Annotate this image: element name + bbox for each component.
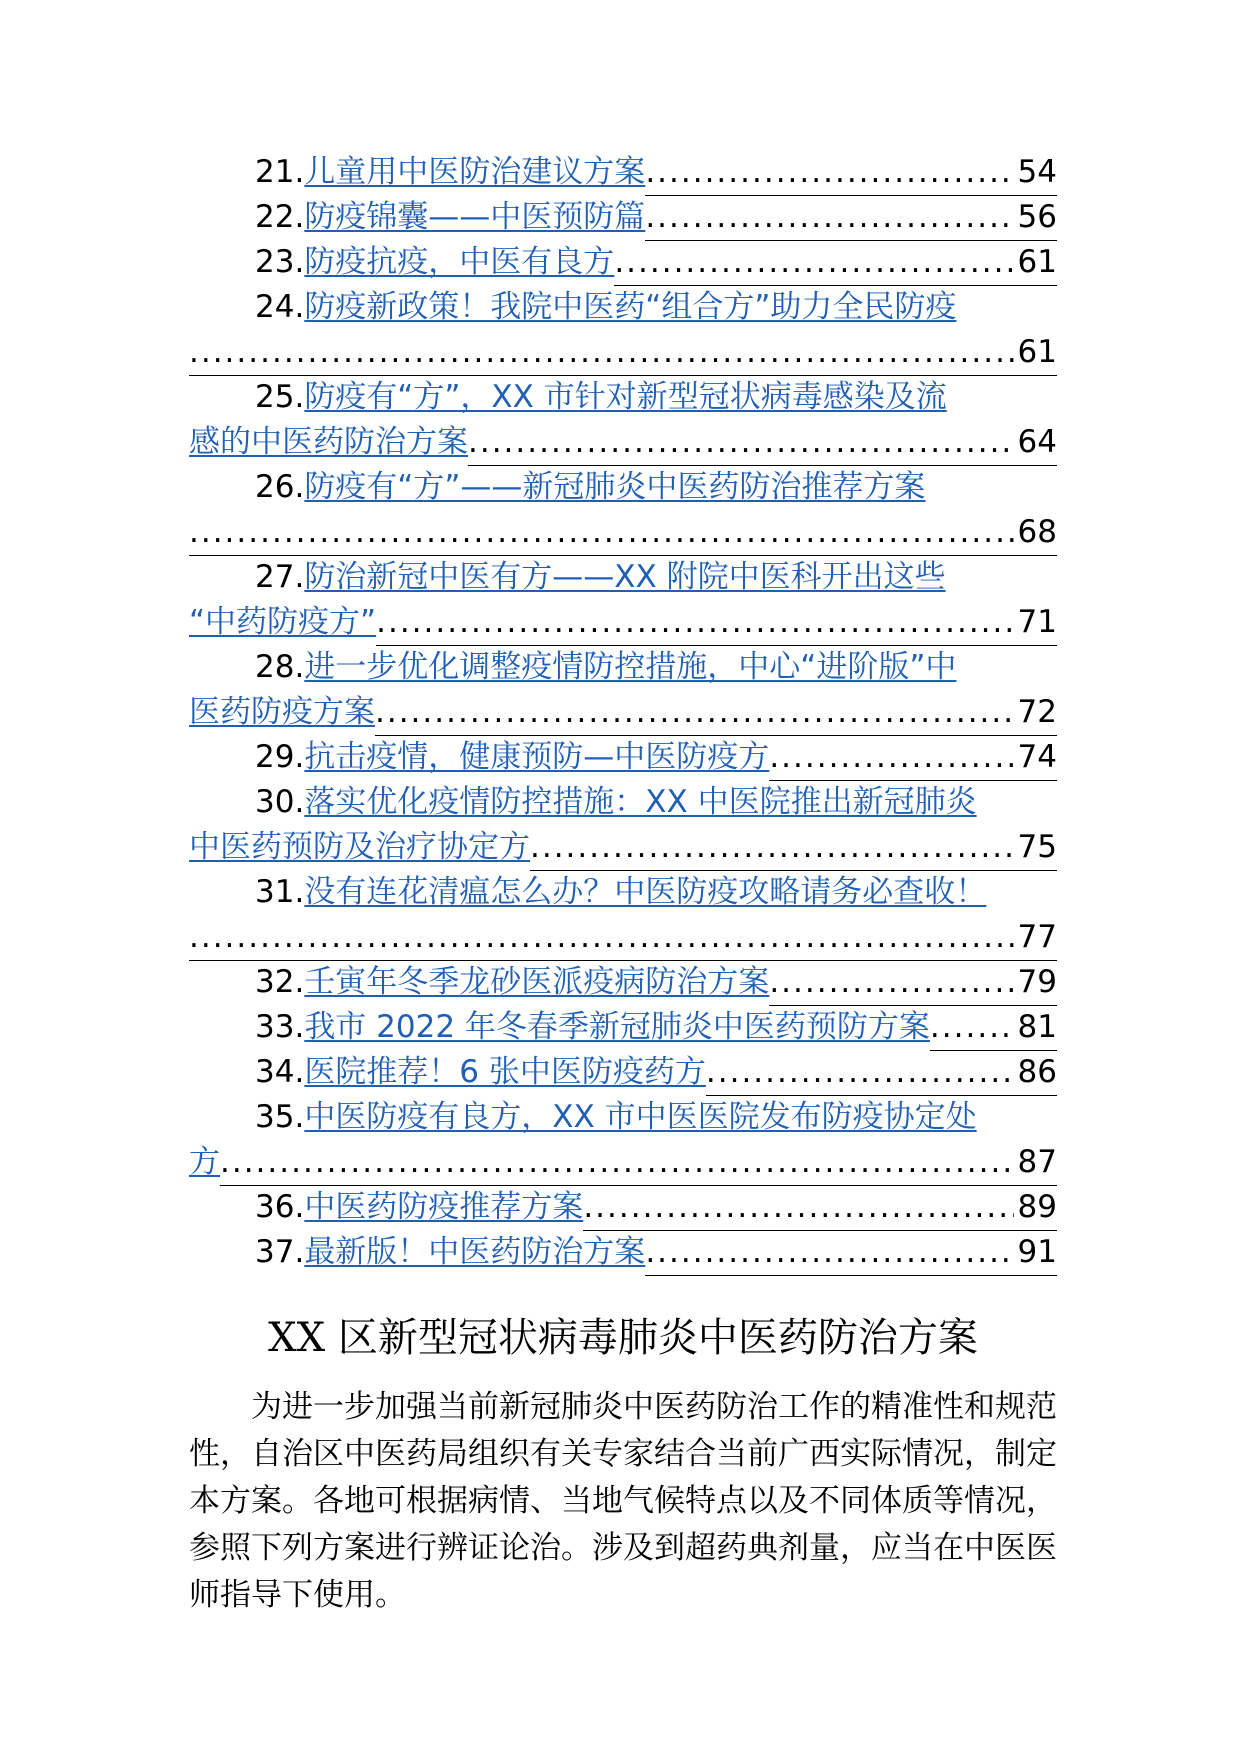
toc-dot-leader	[769, 735, 1013, 781]
toc-page-number: 75	[1014, 825, 1057, 871]
toc-entry-number: 33.	[255, 1009, 305, 1045]
toc-dot-leader	[645, 1230, 1013, 1276]
toc-entry-link[interactable]: 防疫锦囊——中医预防篇	[304, 199, 646, 235]
toc-entry-link[interactable]: 抗击疫情，健康预防—中医防疫方	[304, 739, 770, 775]
toc-entry-link[interactable]: 落实优化疫情防控措施：XX 中医院推出新冠肺炎	[304, 784, 977, 820]
toc-entry-number: 36.	[255, 1189, 305, 1225]
toc-entry-link[interactable]: 中医防疫有良方，XX 市中医医院发布防疫协定处	[304, 1099, 977, 1135]
toc-entry-link[interactable]: 中医药预防及治疗协定方	[189, 829, 530, 865]
toc-entry-line	[189, 825, 1057, 870]
section-title: XX 区新型冠状病毒肺炎中医药防治方案	[268, 1315, 978, 1361]
toc-entry-number: 27.	[255, 559, 305, 595]
toc-page-number: 54	[1014, 150, 1057, 196]
toc-page-number: 77	[1014, 915, 1057, 961]
toc-entry-line	[189, 465, 1057, 510]
toc-entry-link[interactable]: 进一步优化调整疫情防控措施，中心“进阶版”中	[304, 649, 957, 685]
toc-entry-link[interactable]: 防疫抗疫，中医有良方	[304, 244, 615, 280]
toc-entry-line	[189, 1050, 1057, 1095]
toc-entry	[189, 555, 1057, 645]
toc-dot-leader	[189, 915, 1014, 961]
toc-dot-leader	[645, 150, 1013, 196]
toc-dot-leader	[468, 420, 1014, 466]
toc-entry-line	[189, 1140, 1057, 1185]
toc-dot-leader	[189, 510, 1014, 556]
section-paragraph: 为进一步加强当前新冠肺炎中医药防治工作的精准性和规范性，自治区中医药局组织有关专家结合当前广西实际情况，制定本方案。各地可根据病情、当地气候特点以及不同体质等情况，参照下列方案进行辨证论治。涉及到超药典剂量，应当在中医医师指导下使用。	[189, 1389, 1057, 1613]
toc-entry	[189, 960, 1057, 1005]
toc-dot-leader	[930, 1005, 1014, 1051]
toc-page-number: 74	[1014, 735, 1057, 781]
toc-entry-line	[189, 150, 1057, 195]
toc-entry-link[interactable]: “中药防疫方”	[189, 604, 377, 640]
toc-entry-line	[189, 330, 1057, 375]
toc-entry-number: 28.	[255, 649, 305, 685]
toc-entry-line	[189, 510, 1057, 555]
toc-entry-line	[189, 375, 1057, 420]
toc-entry-line	[189, 915, 1057, 960]
toc-entry-link[interactable]: 医药防疫方案	[189, 694, 375, 730]
toc-entry-link[interactable]: 没有连花清瘟怎么办？中医防疫攻略请务必查收！	[304, 874, 987, 910]
toc-entry-line	[189, 555, 1057, 600]
toc-page-number: 81	[1014, 1005, 1057, 1051]
toc-entry-line	[189, 240, 1057, 285]
toc-entry	[189, 1005, 1057, 1050]
toc-entry-link[interactable]: 我市 2022 年冬春季新冠肺炎中医药预防方案	[304, 1009, 930, 1045]
toc-dot-leader	[583, 1185, 1013, 1231]
toc-page-number: 64	[1014, 420, 1057, 466]
toc-entry	[189, 465, 1057, 555]
toc-entry-number: 37.	[255, 1234, 305, 1270]
toc-entry-link[interactable]: 中医药防疫推荐方案	[304, 1189, 584, 1225]
toc-entry-number: 23.	[255, 244, 305, 280]
toc-dot-leader	[530, 825, 1014, 871]
toc-entry-line	[189, 870, 1057, 915]
toc-dot-leader	[614, 240, 1013, 286]
toc-entry	[189, 735, 1057, 780]
toc-entry-number: 32.	[255, 964, 305, 1000]
toc-entry-link[interactable]: 儿童用中医防治建议方案	[304, 154, 646, 190]
toc-entry-number: 34.	[255, 1054, 305, 1090]
toc-entry-line	[189, 735, 1057, 780]
toc-entry	[189, 285, 1057, 375]
toc-dot-leader	[376, 600, 1013, 646]
toc-entry	[189, 870, 1057, 960]
toc-entry-number: 31.	[255, 874, 305, 910]
toc-entry-line	[189, 1185, 1057, 1230]
toc-page-number: 72	[1014, 690, 1057, 736]
toc-entry-line	[189, 600, 1057, 645]
toc-entry	[189, 1095, 1057, 1185]
toc-entry-link[interactable]: 防治新冠中医有方——XX 附院中医科开出这些	[304, 559, 946, 595]
toc-entry-line	[189, 285, 1057, 330]
toc-entry-link[interactable]: 防疫有“方”——新冠肺炎中医药防治推荐方案	[304, 469, 926, 505]
toc-entry	[189, 195, 1057, 240]
toc-entry-line	[189, 960, 1057, 1005]
toc-dot-leader	[375, 690, 1014, 736]
toc-entry-line	[189, 780, 1057, 825]
toc-entry	[189, 1230, 1057, 1275]
toc-entry-line	[189, 195, 1057, 240]
toc-entry-line	[189, 420, 1057, 465]
toc-entry-link[interactable]: 防疫有“方”，XX 市针对新型冠状病毒感染及流	[304, 379, 947, 415]
toc-entry-line	[189, 1230, 1057, 1275]
table-of-contents	[189, 150, 1057, 1275]
toc-entry	[189, 645, 1057, 735]
toc-page-number: 68	[1014, 510, 1057, 556]
toc-entry-number: 24.	[255, 289, 305, 325]
toc-entry	[189, 150, 1057, 195]
toc-entry	[189, 1050, 1057, 1095]
toc-page-number: 87	[1014, 1140, 1057, 1186]
toc-entry-line	[189, 1005, 1057, 1050]
toc-entry	[189, 1185, 1057, 1230]
toc-entry-number: 21.	[255, 154, 305, 190]
toc-entry-link[interactable]: 医院推荐！6 张中医防疫药方	[304, 1054, 706, 1090]
toc-entry-link[interactable]: 感的中医药防治方案	[189, 424, 468, 460]
toc-entry-number: 29.	[255, 739, 305, 775]
toc-entry	[189, 780, 1057, 870]
toc-page-number: 79	[1014, 960, 1057, 1006]
toc-entry-number: 35.	[255, 1099, 305, 1135]
toc-dot-leader	[706, 1050, 1014, 1096]
toc-page-number: 91	[1014, 1230, 1057, 1276]
toc-entry-line	[189, 645, 1057, 690]
toc-entry-line	[189, 1095, 1057, 1140]
toc-page-number: 89	[1014, 1185, 1057, 1231]
toc-entry-number: 30.	[255, 784, 305, 820]
toc-page-number: 71	[1014, 600, 1057, 646]
toc-dot-leader	[220, 1140, 1014, 1186]
toc-dot-leader	[189, 330, 1014, 376]
toc-entry-link[interactable]: 方	[189, 1144, 220, 1180]
toc-entry-link[interactable]: 防疫新政策！我院中医药“组合方”助力全民防疫	[304, 289, 957, 325]
toc-entry-line	[189, 690, 1057, 735]
toc-page-number: 86	[1014, 1050, 1057, 1096]
toc-entry-number: 22.	[255, 199, 305, 235]
toc-entry	[189, 240, 1057, 285]
toc-page-number: 61	[1014, 330, 1057, 376]
toc-entry-link[interactable]: 最新版！中医药防治方案	[304, 1234, 646, 1270]
toc-page-number: 61	[1014, 240, 1057, 286]
toc-entry-number: 26.	[255, 469, 305, 505]
toc-page-number: 56	[1014, 195, 1057, 241]
toc-entry-number: 25.	[255, 379, 305, 415]
toc-dot-leader	[645, 195, 1013, 241]
toc-dot-leader	[769, 960, 1013, 1006]
toc-entry-link[interactable]: 壬寅年冬季龙砂医派疫病防治方案	[304, 964, 770, 1000]
toc-entry	[189, 375, 1057, 465]
